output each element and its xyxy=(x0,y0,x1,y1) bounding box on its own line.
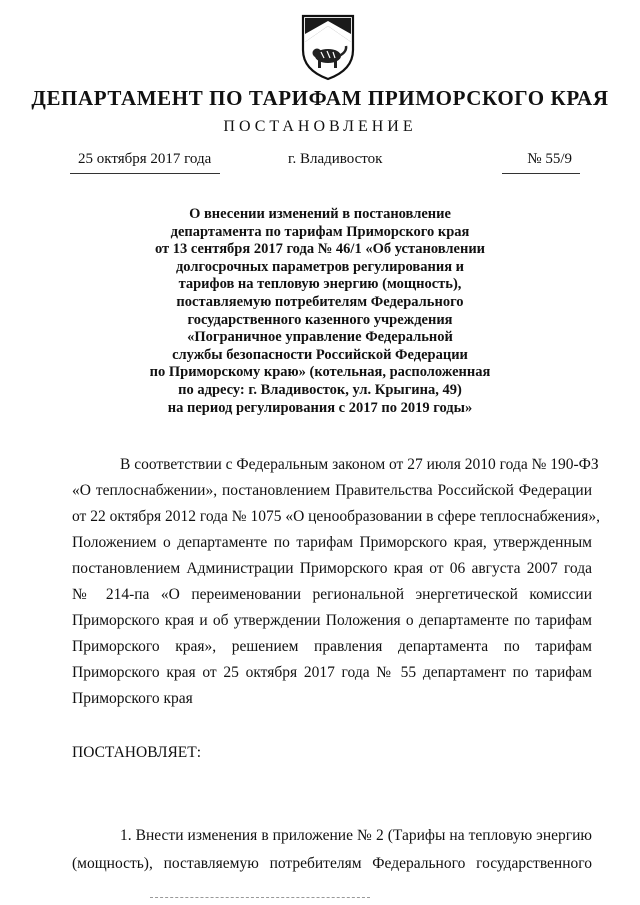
body-line: № 214-па «О переименовании региональной энергетической комиссии xyxy=(72,586,592,603)
body-line: Приморского края и об утверждении Положения о департаменте по тарифам xyxy=(72,612,592,629)
subject-line: поставляемую потребителям Федерального xyxy=(176,293,464,310)
item-1-paragraph xyxy=(72,822,592,878)
document-meta xyxy=(70,151,580,179)
resolve-heading: ПОСТАНОВЛЯЕТ: xyxy=(72,744,202,761)
body-line: Приморского края xyxy=(72,690,193,707)
document-type: ПОСТАНОВЛЕНИЕ xyxy=(223,118,417,135)
subject-line: государственного казенного учреждения xyxy=(187,311,453,328)
subject-line: по Приморскому краю» (котельная, расположенная xyxy=(149,364,491,381)
document-city: г. Владивосток xyxy=(288,151,383,167)
page-bottom-artifact xyxy=(150,897,370,898)
subject-line: по адресу: г. Владивосток, ул. Крыгина, 49) xyxy=(178,381,462,398)
document-number: № 55/9 xyxy=(527,151,572,167)
subject-line: О внесении изменений в постановление xyxy=(189,206,451,222)
subject-line: тарифов на тепловую энергию (мощность), xyxy=(178,276,462,293)
subject-line: департамента по тарифам Приморского края xyxy=(170,223,470,240)
item-line: 1. Внести изменения в приложение № 2 (Тарифы на тепловую энергию xyxy=(120,827,592,844)
subject-line: на период регулирования с 2017 по 2019 годы» xyxy=(167,399,473,416)
coat-of-arms-icon xyxy=(297,12,359,82)
body-line: «О теплоснабжении», постановлением Правительства Российской Федерации xyxy=(72,482,592,499)
body-line: постановлением Администрации Приморского края от 06 августа 2007 года xyxy=(72,560,592,577)
number-underline xyxy=(502,173,580,174)
subject-line: от 13 сентября 2017 года № 46/1 «Об установлении xyxy=(154,241,486,258)
preamble-paragraph xyxy=(72,452,600,712)
body-line: В соответствии с Федеральным законом от 27 июля 2010 года № 190-ФЗ xyxy=(120,456,599,473)
subject-line: долгосрочных параметров регулирования и xyxy=(175,258,465,275)
subject-line: «Пограничное управление Федеральной xyxy=(187,329,453,346)
document-subject xyxy=(120,206,520,417)
date-underline xyxy=(70,173,220,174)
body-line: Приморского края», решением правления департамента по тарифам xyxy=(72,638,592,655)
subject-line: службы безопасности Российской Федерации xyxy=(172,346,468,363)
item-line: (мощность), поставляемую потребителям Федерального государственного xyxy=(72,855,592,872)
body-line: от 22 октября 2012 года № 1075 «О ценообразовании в сфере теплоснабжения», xyxy=(72,508,600,525)
department-title: ДЕПАРТАМЕНТ ПО ТАРИФАМ ПРИМОРСКОГО КРАЯ xyxy=(31,86,609,110)
body-line: Положением о департаменте по тарифам Приморского края, утвержденным xyxy=(72,534,592,551)
document-date: 25 октября 2017 года xyxy=(78,151,212,167)
body-line: Приморского края от 25 октября 2017 года № 55 департамент по тарифам xyxy=(72,664,592,681)
